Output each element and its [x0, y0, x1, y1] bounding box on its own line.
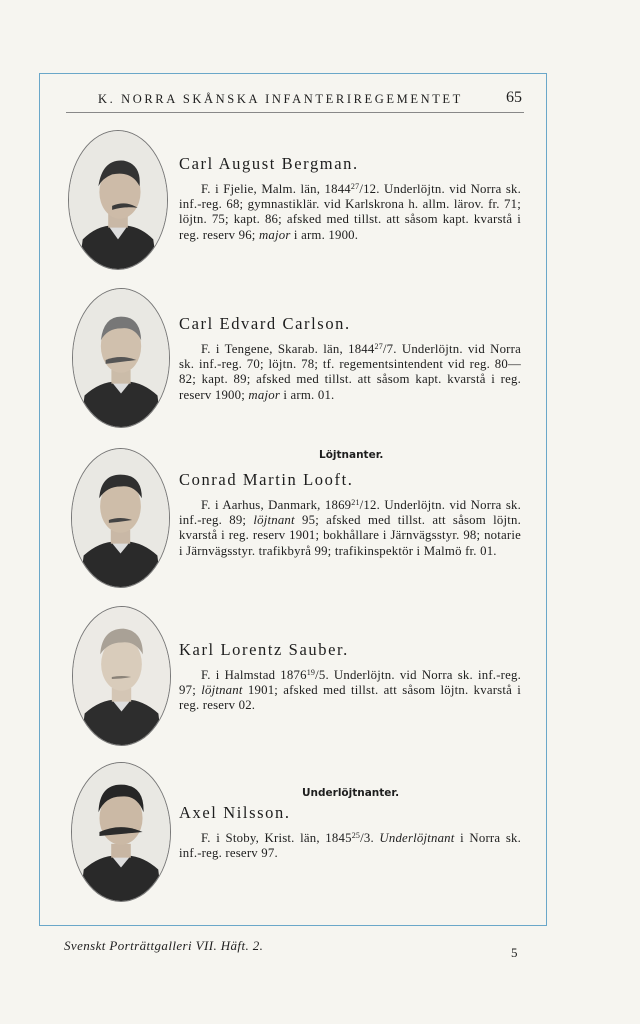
running-head-title: K. NORRA SKÅNSKA INFANTERIREGEMENTET	[98, 92, 463, 106]
entry-bio: F. i Halmstad 1876$^{19}$/5. Underlöjtn. vid Norra sk. inf.-reg. 97; löjtnant 1901; afsked med tillst. att såsom löjtn. kvarstå i reg. reserv 02.	[179, 668, 522, 713]
entry-bio: F. i Fjelie, Malm. län, 1844$^{27}$/12. Underlöjtn. vid Norra sk. inf.-reg. 68; gymnastiklär. vid Karlskrona h. allm. lärov. fr. 71; löjtn. 75; kapt. 86; afsked med tillst. att såsom kapt. kvarstå i reg. reserv 96; major i arm. 1900.	[179, 182, 522, 242]
entry-name: Karl Lorentz Sauber.	[179, 640, 349, 659]
section-heading-underlojtnanter: Underlöjtnanter.	[302, 787, 400, 799]
entry-nilsson	[179, 803, 521, 861]
publication-footer: Svenskt Porträttgalleri VII. Häft. 2.	[64, 938, 264, 953]
running-head	[66, 90, 524, 113]
entry-bio: F. i Tengene, Skarab. län, 1844$^{27}$/7. Underlöjtn. vid Norra sk. inf.-reg. 70; löjtn. 78; tf. regementsintendent vid reg. 80—82; kapt. 89; afsked med tillst. att såsom kapt. kvarstå i reg. reserv 1900; major i arm. 01.	[179, 342, 521, 402]
entry-sauber	[179, 640, 521, 714]
portrait-axel-nilsson	[71, 762, 171, 902]
portrait-carl-august-bergman	[68, 130, 168, 270]
portrait-carl-edvard-carlson	[72, 288, 170, 428]
entry-name: Conrad Martin Looft.	[179, 470, 354, 489]
entry-name: Carl August Bergman.	[179, 154, 359, 173]
page-number: 65	[506, 89, 522, 106]
entry-bergman	[179, 154, 521, 243]
portrait-conrad-martin-looft	[71, 448, 170, 588]
entry-looft	[179, 470, 521, 559]
entry-bio: F. i Stoby, Krist. län, 1845$^{25}$/3. Underlöjtnant i Norra sk. inf.-reg. reserv 97.	[179, 831, 521, 861]
section-heading-lojtnanter: Löjtnanter.	[319, 449, 384, 461]
entry-name: Axel Nilsson.	[179, 803, 291, 822]
entry-bio: F. i Aarhus, Danmark, 1869$^{21}$/12. Underlöjtn. vid Norra sk. inf.-reg. 89; löjtnant 95; afsked med tillst. att såsom löjtn. kvarstå i reg. reserv 1901; bokhållare i Järnvägsstyr. 98; notarie i Järnvägsstyr. trafikbyrå 99; trafikinspektör i Malmö fr. 01.	[179, 498, 521, 558]
sheet-number: 5	[511, 945, 518, 960]
entry-name: Carl Edvard Carlson.	[179, 314, 351, 333]
portrait-karl-lorentz-sauber	[72, 606, 171, 746]
entry-carlson	[179, 314, 521, 403]
